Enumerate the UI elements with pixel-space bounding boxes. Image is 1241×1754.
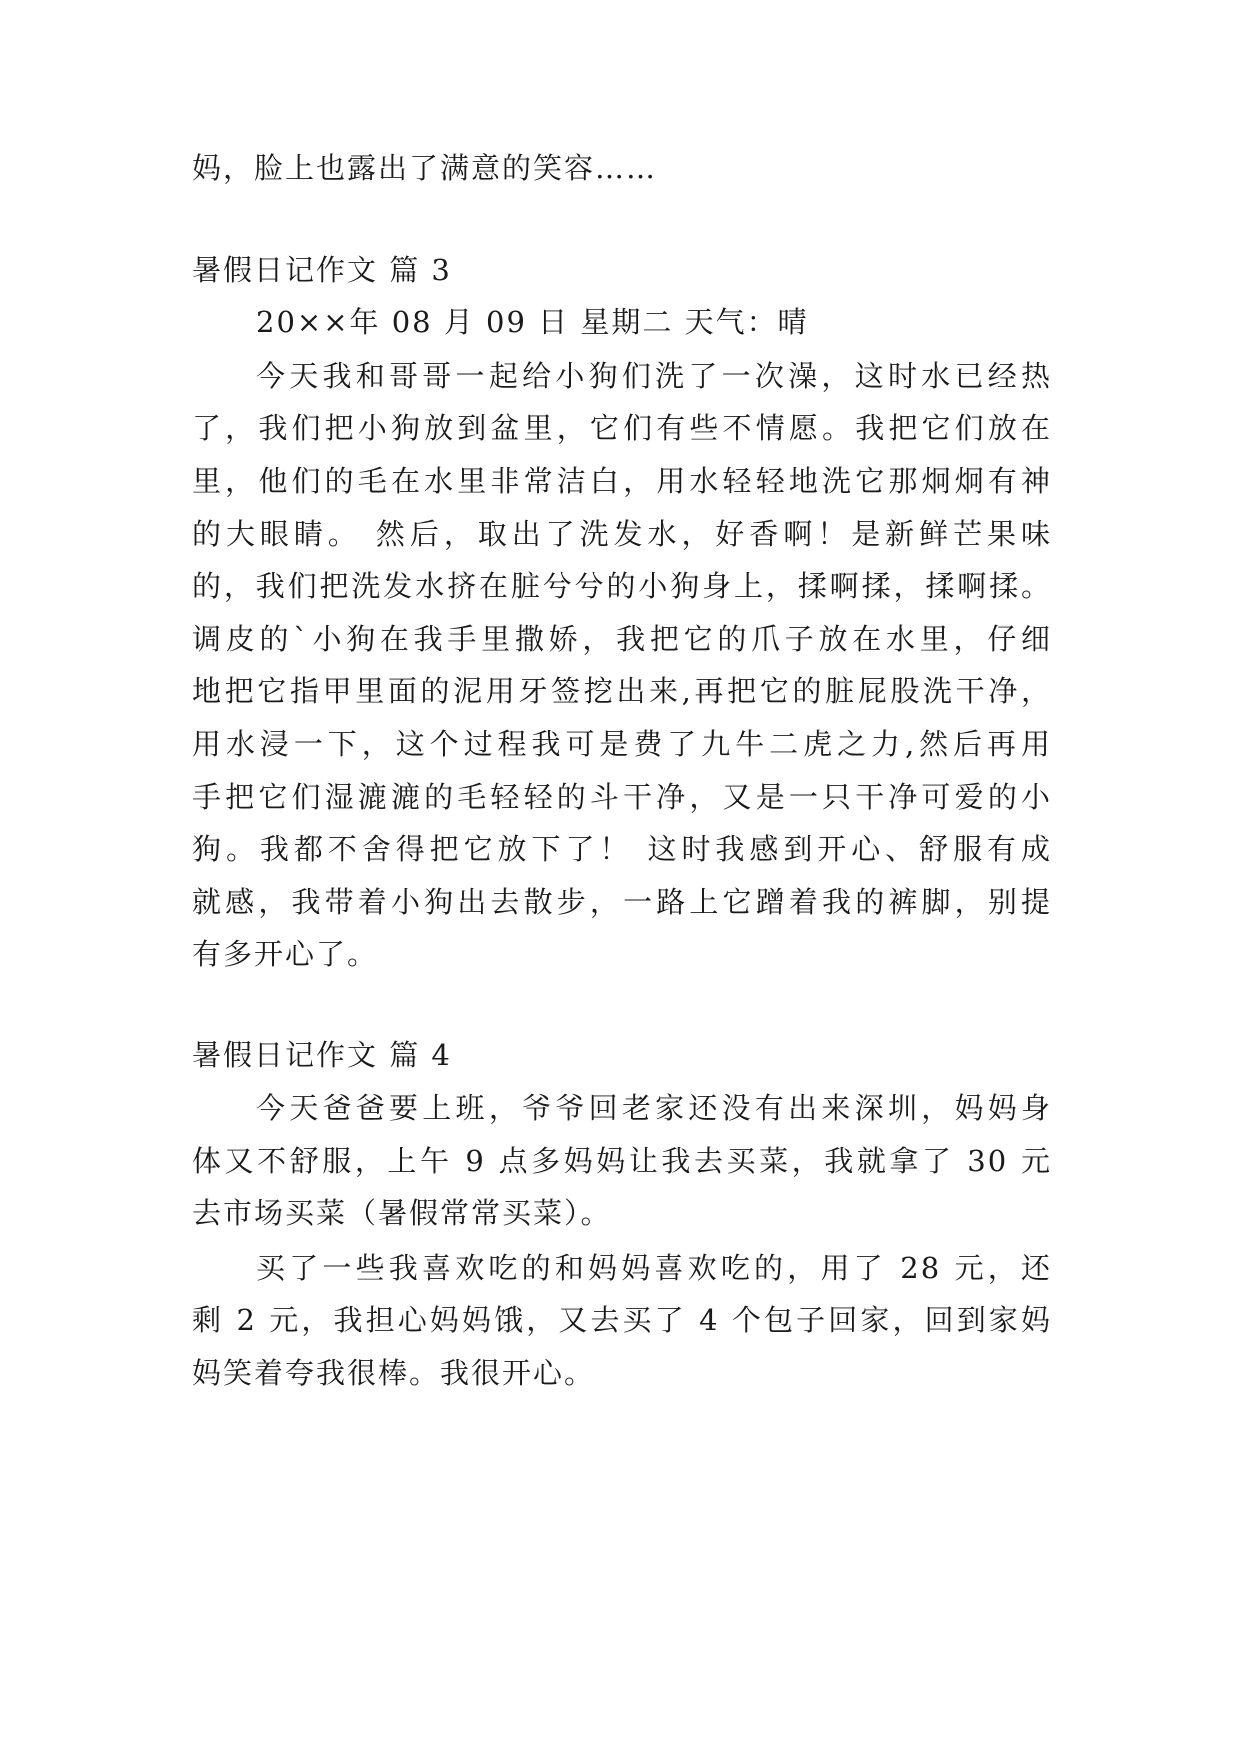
section-3-heading: 暑假日记作文 篇 3 — [192, 253, 452, 287]
section-3-line: 的大眼睛。 然后，取出了洗发水，好香啊！是新鲜芒果味 — [192, 517, 1052, 551]
section-4-paragraph-2-line: 妈笑着夸我很棒。我很开心。 — [192, 1356, 596, 1390]
section-4-heading: 暑假日记作文 篇 4 — [192, 1038, 452, 1072]
section-3-line: 调皮的`小狗在我手里撒娇，我把它的爪子放在水里，仔细 — [192, 622, 1052, 656]
section-3-line: 狗。我都不舍得把它放下了！ 这时我感到开心、舒服有成 — [192, 832, 1052, 866]
section-3-line: 里，他们的毛在水里非常洁白，用水轻轻地洗它那炯炯有神 — [192, 464, 1052, 498]
section-3-line: 地把它指甲里面的泥用牙签挖出来,再把它的脏屁股洗干净， — [192, 674, 1052, 708]
section-4-paragraph-2-line: 买了一些我喜欢吃的和妈妈喜欢吃的，用了 28 元，还 — [256, 1251, 1052, 1285]
section-3-date-line: 20××年 08 月 09 日 星期二 天气：晴 — [256, 305, 809, 339]
section-3-line: 有多开心了。 — [192, 937, 379, 971]
section-3-line: 了，我们把小狗放到盆里，它们有些不情愿。我把它们放在 — [192, 411, 1052, 445]
section-3-line: 今天我和哥哥一起给小狗们洗了一次澡，这时水已经热 — [256, 359, 1052, 393]
continuation-line: 妈，脸上也露出了满意的笑容…… — [192, 151, 658, 185]
section-3-line: 的，我们把洗发水挤在脏兮兮的小狗身上，揉啊揉，揉啊揉。 — [192, 569, 1052, 603]
section-4-paragraph-1-line: 体又不舒服，上午 9 点多妈妈让我去买菜，我就拿了 30 元 — [192, 1144, 1052, 1178]
section-4-paragraph-1-line: 今天爸爸要上班，爷爷回老家还没有出来深圳，妈妈身 — [256, 1091, 1052, 1125]
section-3-line: 就感，我带着小狗出去散步，一路上它蹭着我的裤脚，别提 — [192, 885, 1052, 919]
section-4-paragraph-2-line: 剩 2 元，我担心妈妈饿，又去买了 4 个包子回家，回到家妈 — [192, 1303, 1052, 1337]
section-4-paragraph-1-line: 去市场买菜（暑假常常买菜）。 — [192, 1196, 612, 1230]
section-3-line: 手把它们湿漉漉的毛轻轻的斗干净，又是一只干净可爱的小 — [192, 780, 1052, 814]
section-3-line: 用水浸一下，这个过程我可是费了九牛二虎之力,然后再用 — [192, 727, 1052, 761]
